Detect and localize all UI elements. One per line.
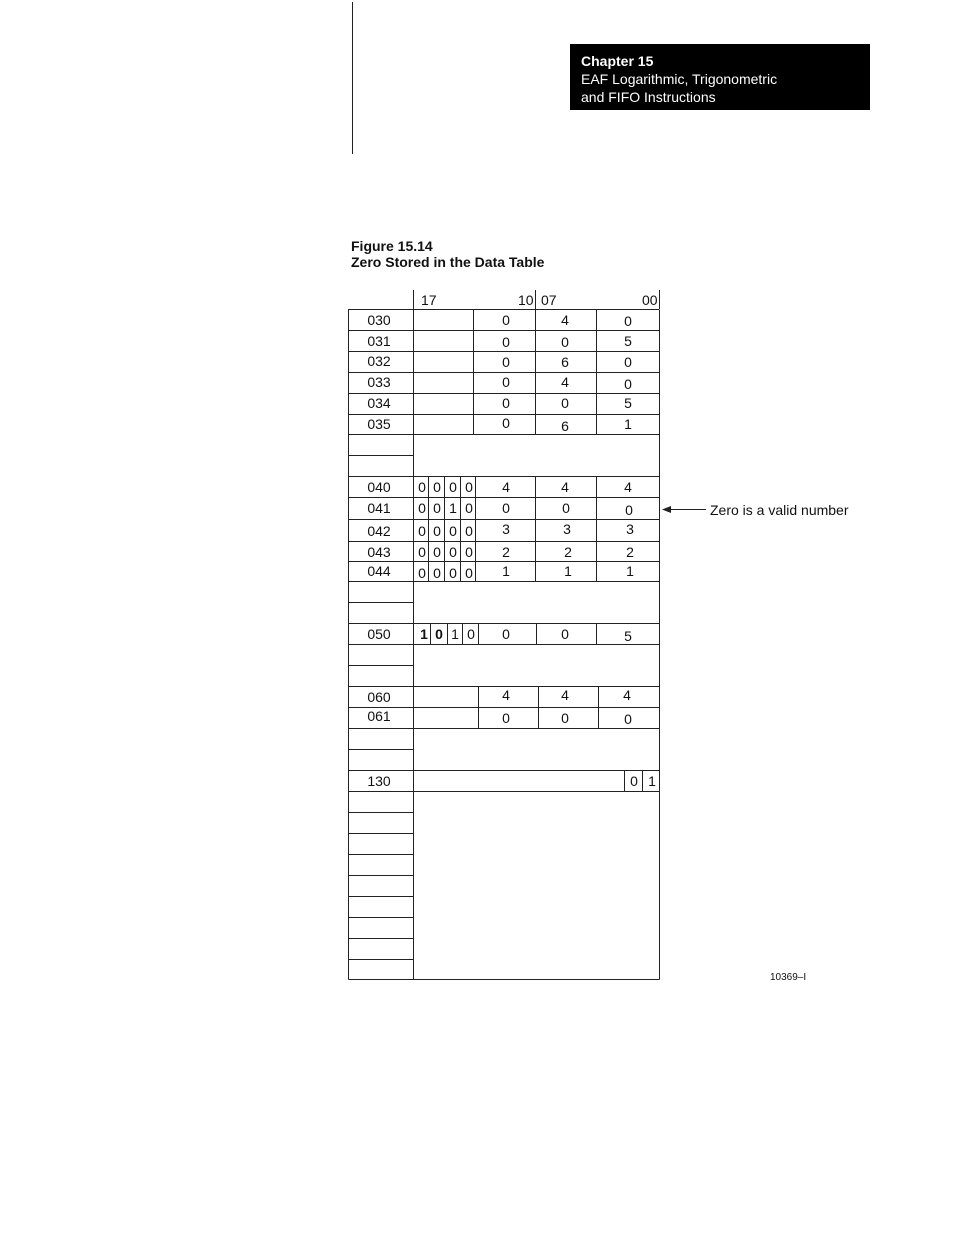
bit-header-07: 07 (541, 292, 557, 308)
bit-value: 1 (648, 773, 656, 789)
bit-value: 0 (418, 523, 426, 539)
chapter-title-line2: and FIFO Instructions (581, 89, 716, 105)
cell-value: 0 (562, 500, 570, 516)
cell-value: 0 (502, 334, 510, 350)
cell-value: 2 (564, 544, 572, 560)
bit-value: 0 (465, 565, 473, 581)
bit-value: 0 (465, 544, 473, 560)
bit-value: 0 (465, 523, 473, 539)
cell-value: 4 (624, 479, 632, 495)
figure-title: Zero Stored in the Data Table (351, 254, 545, 270)
cell-value: 0 (502, 312, 510, 328)
cell-value: 0 (625, 502, 633, 518)
address-label: 030 (367, 312, 391, 328)
bit-value: 0 (433, 544, 441, 560)
cell-value: 1 (624, 416, 632, 432)
cell-value: 0 (561, 334, 569, 350)
cell-value: 5 (624, 333, 632, 349)
address-label: 032 (367, 353, 391, 369)
cell-value: 2 (502, 544, 510, 560)
figure-id: 10369–I (770, 972, 807, 983)
cell-value: 5 (624, 628, 632, 644)
cell-value: 0 (502, 415, 510, 431)
cell-value: 0 (561, 626, 569, 642)
cell-value: 3 (626, 521, 634, 537)
address-label: 060 (367, 689, 391, 705)
cell-value: 4 (502, 687, 510, 703)
bit-value: 0 (465, 479, 473, 495)
cell-value: 0 (561, 710, 569, 726)
cell-value: 1 (502, 563, 510, 579)
address-label: 031 (367, 333, 391, 349)
bit-value: 1 (451, 626, 459, 642)
bit-value: 0 (465, 500, 473, 516)
figure-number: Figure 15.14 (351, 238, 433, 254)
address-label: 050 (367, 626, 391, 642)
cell-value: 0 (502, 626, 510, 642)
address-label: 034 (367, 395, 391, 411)
cell-value: 0 (502, 374, 510, 390)
bit-value: 1 (449, 500, 457, 516)
cell-value: 0 (561, 395, 569, 411)
bit-value: 0 (418, 479, 426, 495)
chapter-title-line1: EAF Logarithmic, Trigonometric (581, 71, 778, 87)
cell-value: 4 (623, 687, 631, 703)
cell-value: 1 (626, 563, 634, 579)
cell-value: 0 (624, 711, 632, 727)
cell-value: 2 (626, 544, 634, 560)
bit-value: 0 (418, 544, 426, 560)
bit-value: 0 (418, 565, 426, 581)
bit-value: 1 (420, 626, 428, 642)
cell-value: 6 (561, 418, 569, 434)
address-label: 035 (367, 416, 391, 432)
address-label: 033 (367, 374, 391, 390)
bit-header-00: 00 (642, 292, 658, 308)
bit-value: 0 (449, 565, 457, 581)
cell-value: 5 (624, 395, 632, 411)
cell-value: 3 (563, 521, 571, 537)
cell-value: 0 (624, 354, 632, 370)
bit-header-17: 17 (421, 292, 437, 308)
address-label: 044 (367, 563, 391, 579)
bit-value: 0 (630, 773, 638, 789)
callout-label: Zero is a valid number (710, 502, 849, 518)
cell-value: 4 (561, 687, 569, 703)
address-label: 042 (367, 523, 391, 539)
bit-value: 0 (433, 479, 441, 495)
cell-value: 4 (561, 479, 569, 495)
cell-value: 0 (502, 500, 510, 516)
address-label: 040 (367, 479, 391, 495)
address-label: 061 (367, 708, 391, 724)
bit-value: 0 (433, 565, 441, 581)
cell-value: 1 (564, 563, 572, 579)
bit-value: 0 (467, 626, 475, 642)
cell-value: 4 (561, 312, 569, 328)
bit-value: 0 (435, 626, 443, 642)
cell-value: 0 (502, 395, 510, 411)
address-label: 041 (367, 500, 391, 516)
address-label: 130 (367, 773, 391, 789)
bit-value: 0 (433, 523, 441, 539)
bit-value: 0 (449, 523, 457, 539)
chapter-number: Chapter 15 (581, 53, 654, 69)
cell-value: 0 (624, 313, 632, 329)
bit-header-10: 10 (518, 292, 534, 308)
bit-value: 0 (418, 500, 426, 516)
cell-value: 6 (561, 354, 569, 370)
cell-value: 4 (561, 374, 569, 390)
bit-value: 0 (449, 544, 457, 560)
bit-value: 0 (433, 500, 441, 516)
cell-value: 3 (502, 521, 510, 537)
bit-value: 0 (449, 479, 457, 495)
cell-value: 0 (624, 376, 632, 392)
cell-value: 4 (502, 479, 510, 495)
cell-value: 0 (502, 354, 510, 370)
cell-value: 0 (502, 710, 510, 726)
address-label: 043 (367, 544, 391, 560)
